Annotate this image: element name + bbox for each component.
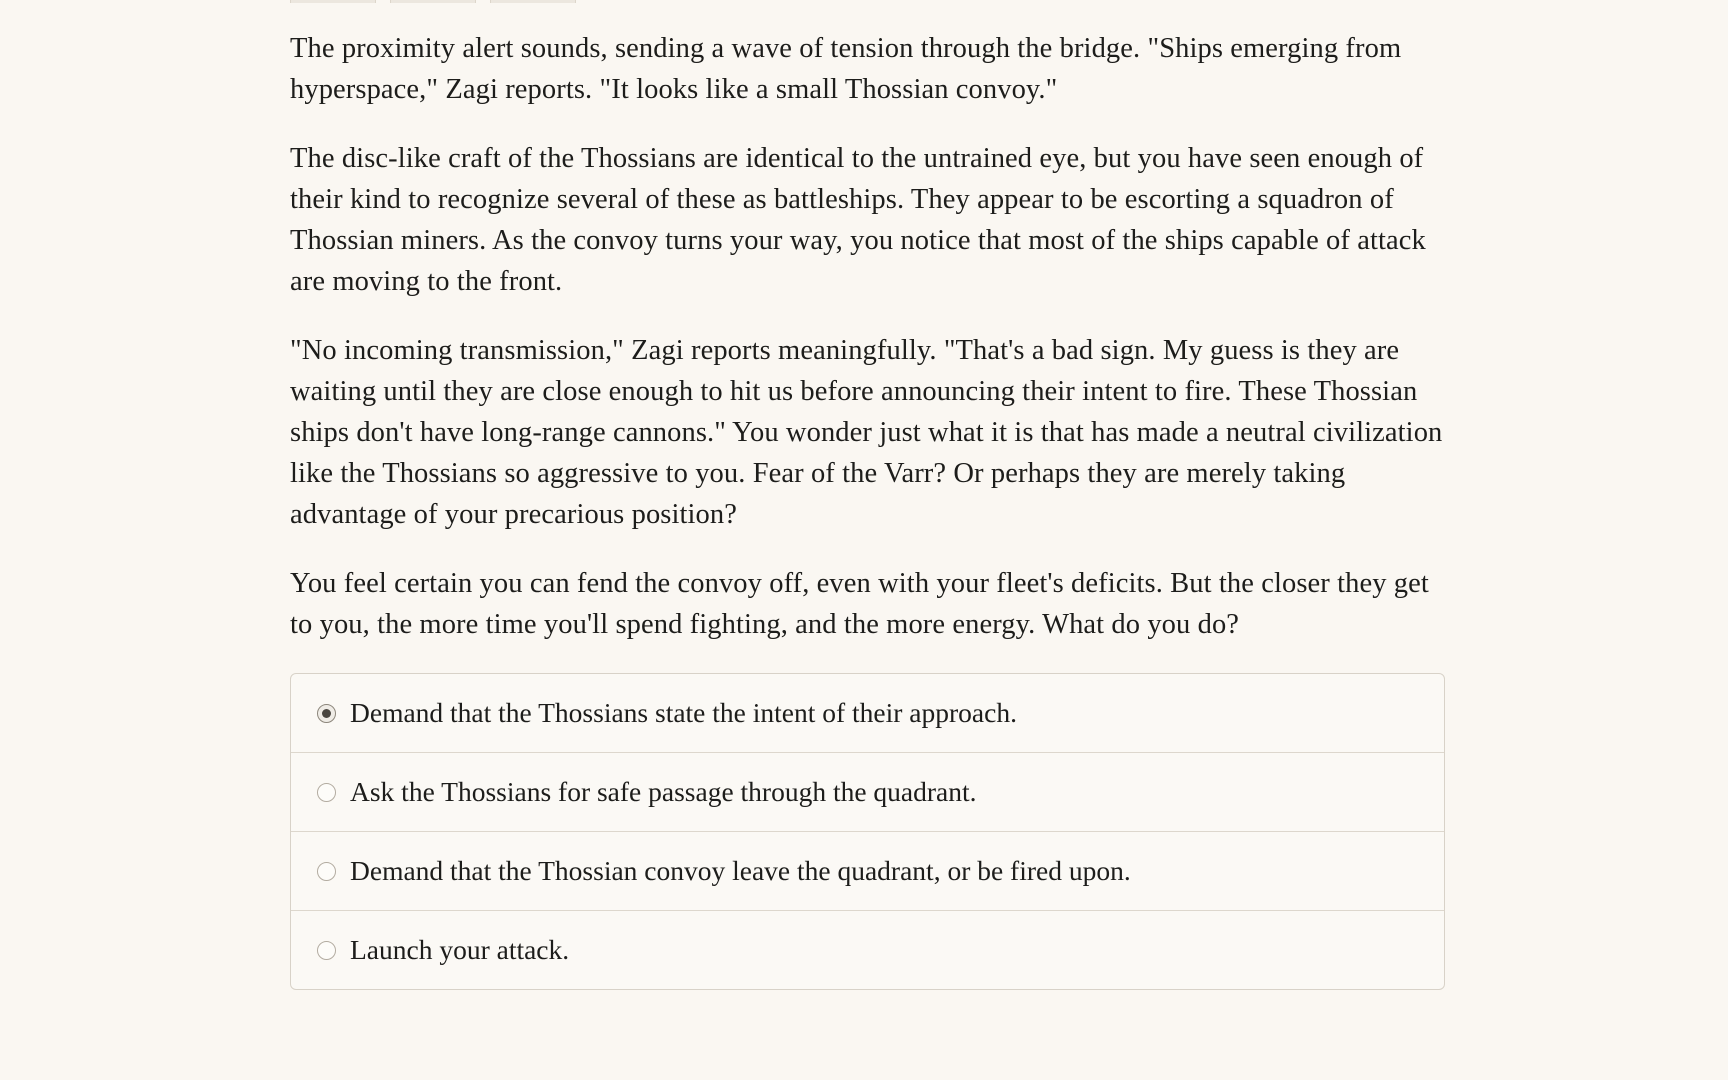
radio-button-icon[interactable] xyxy=(317,862,336,881)
choice-option[interactable] xyxy=(291,911,1444,989)
radio-button-icon[interactable] xyxy=(317,704,336,723)
choice-label: Demand that the Thossians state the intent of their approach. xyxy=(350,697,1017,728)
story-paragraph: The proximity alert sounds, sending a wave of tension through the bridge. "Ships emerging from hyperspace," Zagi reports. "It looks like a small Thossian convoy." xyxy=(290,33,1402,105)
choice-option[interactable] xyxy=(291,753,1444,832)
choice-option[interactable] xyxy=(291,674,1444,753)
choice-label: Demand that the Thossian convoy leave the quadrant, or be fired upon. xyxy=(350,855,1131,886)
choice-option[interactable] xyxy=(291,832,1444,911)
story-paragraph: "No incoming transmission," Zagi reports meaningfully. "That's a bad sign. My guess is they are waiting until they are close enough to hit us before announcing their intent to fire. These Thossian ships don't have long-range cannons." You wonder just what it is that has made a neutral civilization like the Thossians so aggressive to you. Fear of the Varr? Or perhaps they are merely taking advantage of your precarious position? xyxy=(290,335,1443,530)
choice-list xyxy=(290,673,1445,990)
choice-label: Ask the Thossians for safe passage through the quadrant. xyxy=(350,776,977,807)
story-paragraph: You feel certain you can fend the convoy off, even with your fleet's deficits. But the closer they get to you, the more time you'll spend fighting, and the more energy. What do you do? xyxy=(290,568,1429,640)
choice-label: Launch your attack. xyxy=(350,934,570,965)
story-container xyxy=(290,0,1450,990)
radio-button-icon[interactable] xyxy=(317,941,336,960)
radio-button-icon[interactable] xyxy=(317,783,336,802)
story-paragraph: The disc-like craft of the Thossians are identical to the untrained eye, but you have seen enough of their kind to recognize several of these as battleships. They appear to be escorting a squadron of Thossian miners. As the convoy turns your way, you notice that most of the ships capable of attack are moving to the front. xyxy=(290,143,1426,297)
